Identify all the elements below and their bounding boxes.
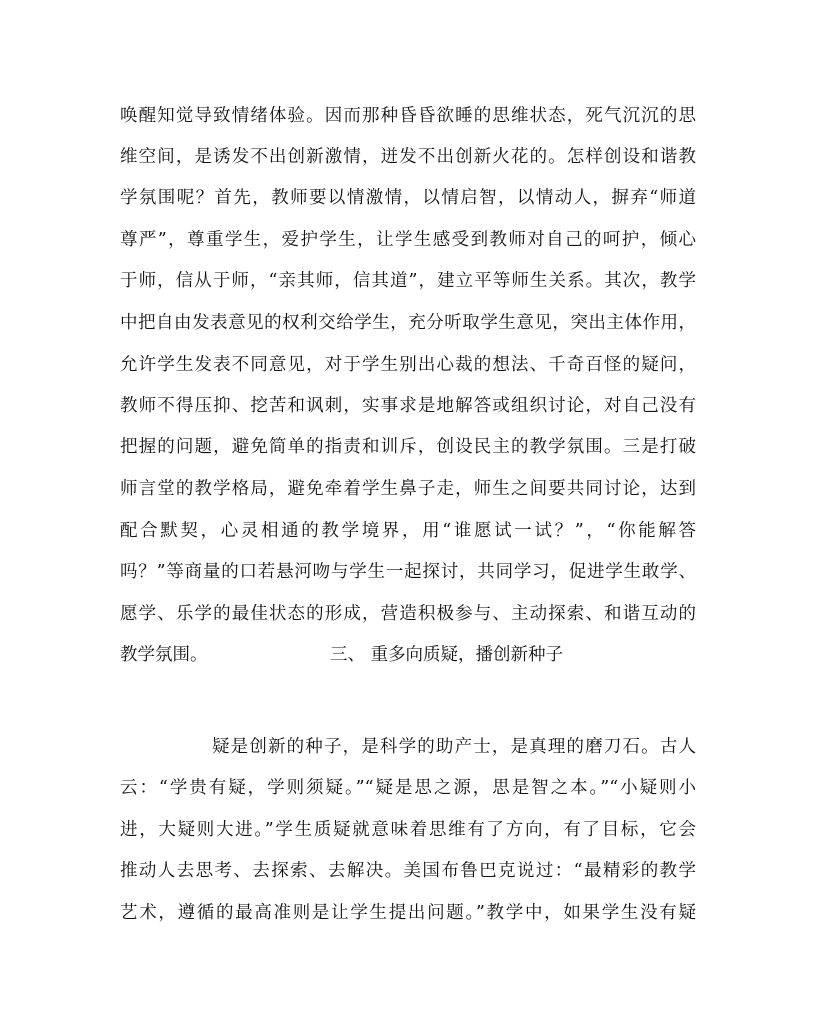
paragraph-1-line-5: 于师，信从于师，“亲其师，信其道”，建立平等师生关系。其次，教学	[120, 271, 696, 291]
paragraph-1-line-3: 学氛围呢？首先，教师要以情激情，以情启智，以情动人，摒弃“师道	[120, 188, 696, 208]
paragraph-2-line-1: 疑是创新的种子，是科学的助产士，是真理的磨刀石。古人	[212, 737, 696, 757]
paragraph-2-line-3: 进，大疑则大进。”学生质疑就意味着思维有了方向，有了目标，它会	[120, 820, 696, 840]
paragraph-1-line-2: 维空间，是诱发不出创新激情，迸发不出创新火花的。怎样创设和谐教	[120, 147, 696, 167]
paragraph-1-line-1: 唤醒知觉导致情绪体验。因而那种昏昏欲睡的思维状态，死气沉沉的思	[120, 106, 696, 126]
paragraph-2-line-4: 推动人去思考、去探索、去解决。美国布鲁巴克说过：“最精彩的教学	[120, 861, 696, 881]
paragraph-2-line-5: 艺术，遵循的最高准则是让学生提出问题。”教学中，如果学生没有疑	[120, 903, 696, 923]
paragraph-1-line-10: 师言堂的教学格局，避免牵着学生鼻子走，师生之间要共同讨论，达到	[120, 479, 696, 499]
section-heading: 三、 重多向质疑，播创新种子	[330, 645, 564, 665]
paragraph-1-line-11: 配合默契，心灵相通的教学境界，用“谁愿试一试？”，“你能解答	[120, 521, 696, 541]
paragraph-1-line-13: 愿学、乐学的最佳状态的形成，营造积极参与、主动探索、和谐互动的	[120, 604, 696, 624]
paragraph-1-line-8: 教师不得压抑、挖苦和讽刺，实事求是地解答或组织讨论，对自己没有	[120, 396, 696, 416]
paragraph-1-line-6: 中把自由发表意见的权利交给学生，充分听取学生意见，突出主体作用，	[120, 313, 696, 333]
paragraph-1-line-4: 尊严”，尊重学生，爱护学生，让学生感受到教师对自己的呵护，倾心	[120, 230, 696, 250]
paragraph-1-line-14: 教学氛围。	[120, 645, 208, 665]
paragraph-2-line-2: 云：“学贵有疑，学则须疑。”“疑是思之源，思是智之本。”“小疑则小	[120, 778, 696, 798]
paragraph-1-line-9: 把握的问题，避免简单的指责和训斥，创设民主的教学氛围。三是打破	[120, 437, 696, 457]
paragraph-1-line-12: 吗？”等商量的口若悬河吻与学生一起探讨，共同学习，促进学生敢学、	[120, 562, 696, 582]
paragraph-1-line-7: 允许学生发表不同意见，对于学生别出心裁的想法、千奇百怪的疑问，	[120, 355, 696, 375]
paragraph-1-final-line-row	[120, 640, 696, 670]
